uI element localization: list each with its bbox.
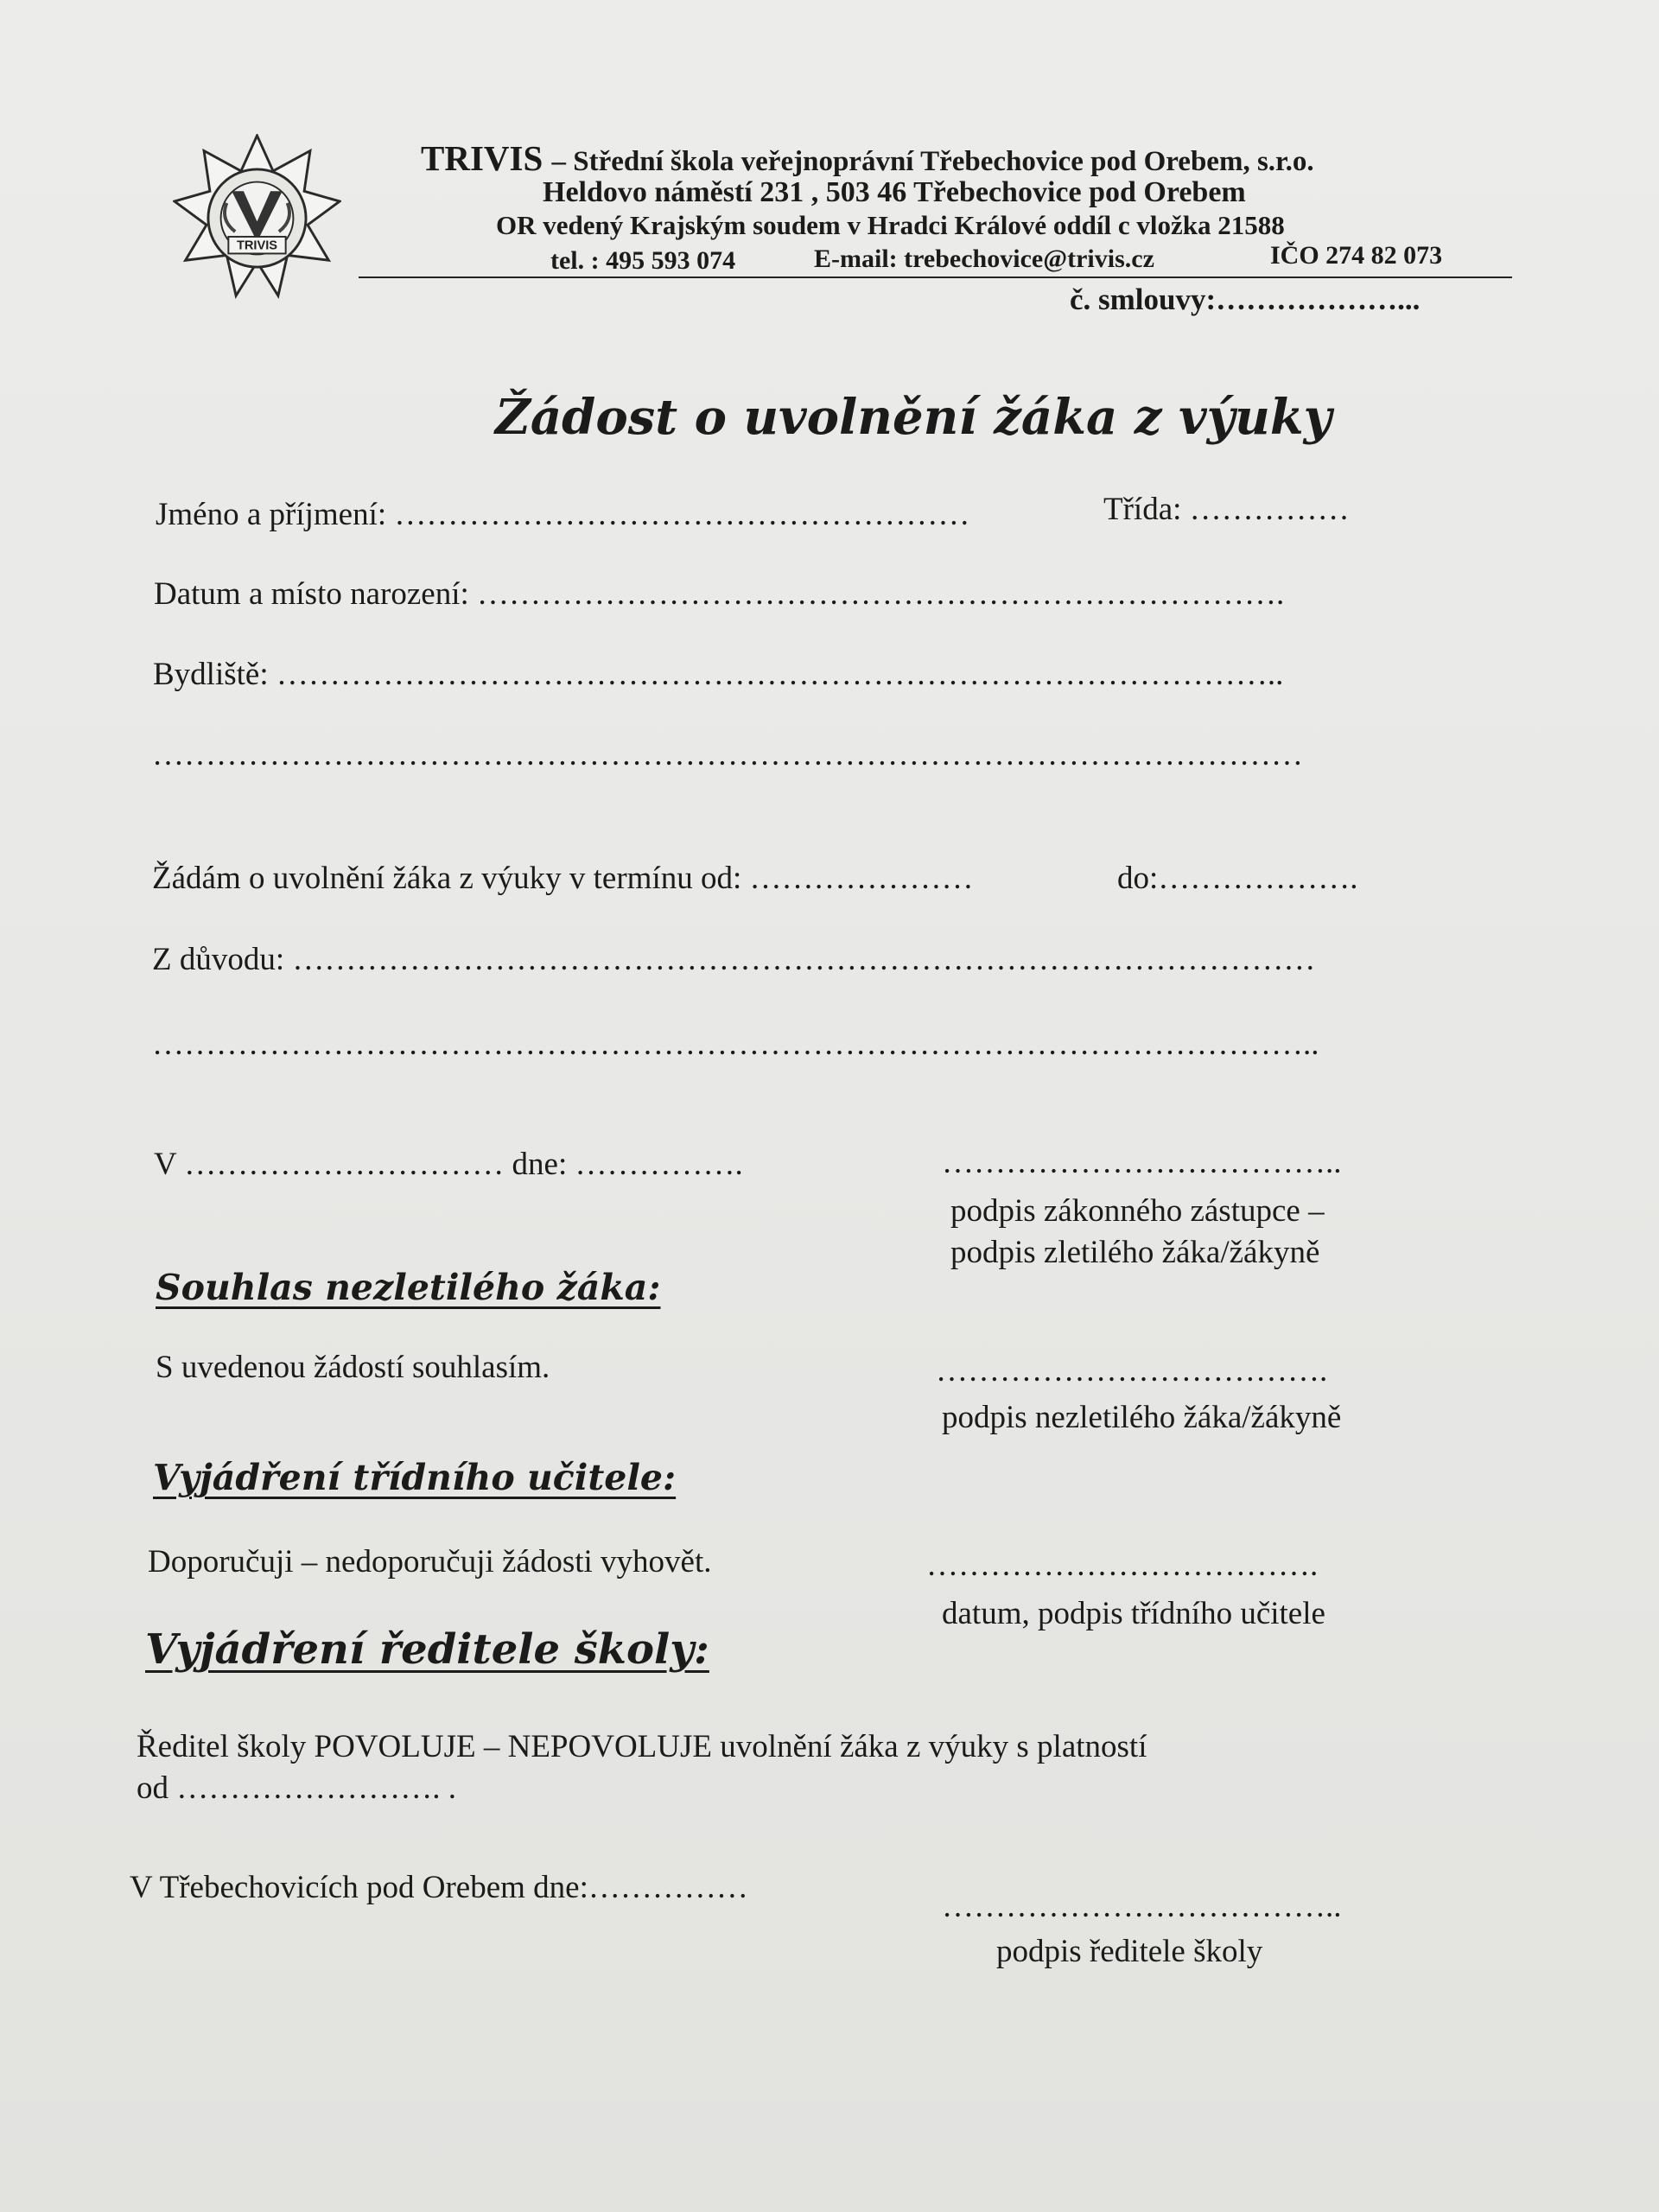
teacher-signature-label: datum, podpis třídního učitele bbox=[942, 1596, 1325, 1631]
director-place-date-field: V Třebechovicích pod Orebem dne:…………… bbox=[130, 1870, 748, 1905]
request-date-from-field: Žádám o uvolnění žáka z výuky v termínu od: ………………… bbox=[152, 861, 974, 896]
header-phone: tel. : 495 593 074 bbox=[550, 246, 736, 275]
request-date-to-field: do:………………. bbox=[1117, 861, 1358, 896]
director-valid-from-field: od ……………………. . bbox=[137, 1770, 456, 1806]
director-decision-text: Ředitel školy POVOLUJE – NEPOVOLUJE uvolnění žáka z výuky s platností bbox=[137, 1729, 1147, 1764]
minor-signature-label: podpis nezletilého žáka/žákyně bbox=[942, 1400, 1342, 1435]
contract-number-field: č. smlouvy:………………... bbox=[1070, 283, 1421, 316]
director-heading: Vyjádření ředitele školy: bbox=[145, 1625, 709, 1674]
reason-continuation-line: ……………………………………………………………………………………………….. bbox=[152, 1027, 1319, 1062]
teacher-recommendation-text: Doporučuji – nedoporučuji žádosti vyhovět. bbox=[148, 1544, 712, 1580]
header-school-name bbox=[421, 138, 1314, 178]
header-registry: OR vedený Krajským soudem v Hradci Králové oddíl c vložka 21588 bbox=[496, 210, 1285, 240]
adult-student-signature-label: podpis zletilého žáka/žákyně bbox=[950, 1235, 1320, 1270]
name-field: Jméno a příjmení: ……………………………………………… bbox=[156, 497, 970, 532]
reason-field: Z důvodu: …………………………………………………………………………………… bbox=[152, 942, 1316, 977]
header-ico: IČO 274 82 073 bbox=[1270, 241, 1443, 270]
header-school-rest: – Střední škola veřejnoprávní Třebechovice pod Orebem, s.r.o. bbox=[551, 146, 1314, 177]
header-divider bbox=[359, 276, 1512, 278]
place-date-field: V ………………………… dne: ……………. bbox=[154, 1147, 743, 1182]
teacher-signature-line: ………………………………. bbox=[926, 1548, 1319, 1583]
director-signature-label: podpis ředitele školy bbox=[996, 1934, 1263, 1969]
minor-signature-line: ………………………………. bbox=[936, 1353, 1328, 1389]
class-field: Třída: …………… bbox=[1103, 492, 1350, 527]
teacher-heading: Vyjádření třídního učitele: bbox=[153, 1457, 677, 1498]
header-address: Heldovo náměstí 231 , 503 46 Třebechovice pod Orebem bbox=[543, 176, 1246, 208]
director-signature-line: ……………………………….. bbox=[942, 1889, 1342, 1924]
consent-heading: Souhlas nezletilého žáka: bbox=[156, 1267, 661, 1308]
guardian-signature-line: ……………………………….. bbox=[942, 1145, 1342, 1180]
header-brand: TRIVIS bbox=[421, 138, 543, 178]
residence-continuation-line: ……………………………………………………………………………………………… bbox=[152, 737, 1303, 772]
document-title: Žádost o uvolnění žáka z výuky bbox=[495, 389, 1332, 446]
birth-field: Datum a místo narození: …………………………………………………………………. bbox=[154, 576, 1285, 612]
residence-field: Bydliště: ………………………………………………………………………………….. bbox=[153, 657, 1284, 692]
header-email: E-mail: trebechovice@trivis.cz bbox=[814, 245, 1154, 273]
trivis-star-logo-icon bbox=[173, 134, 341, 302]
guardian-signature-label: podpis zákonného zástupce – bbox=[950, 1193, 1325, 1229]
consent-text: S uvedenou žádostí souhlasím. bbox=[156, 1350, 550, 1385]
svg-text:TRIVIS: TRIVIS bbox=[236, 238, 278, 253]
